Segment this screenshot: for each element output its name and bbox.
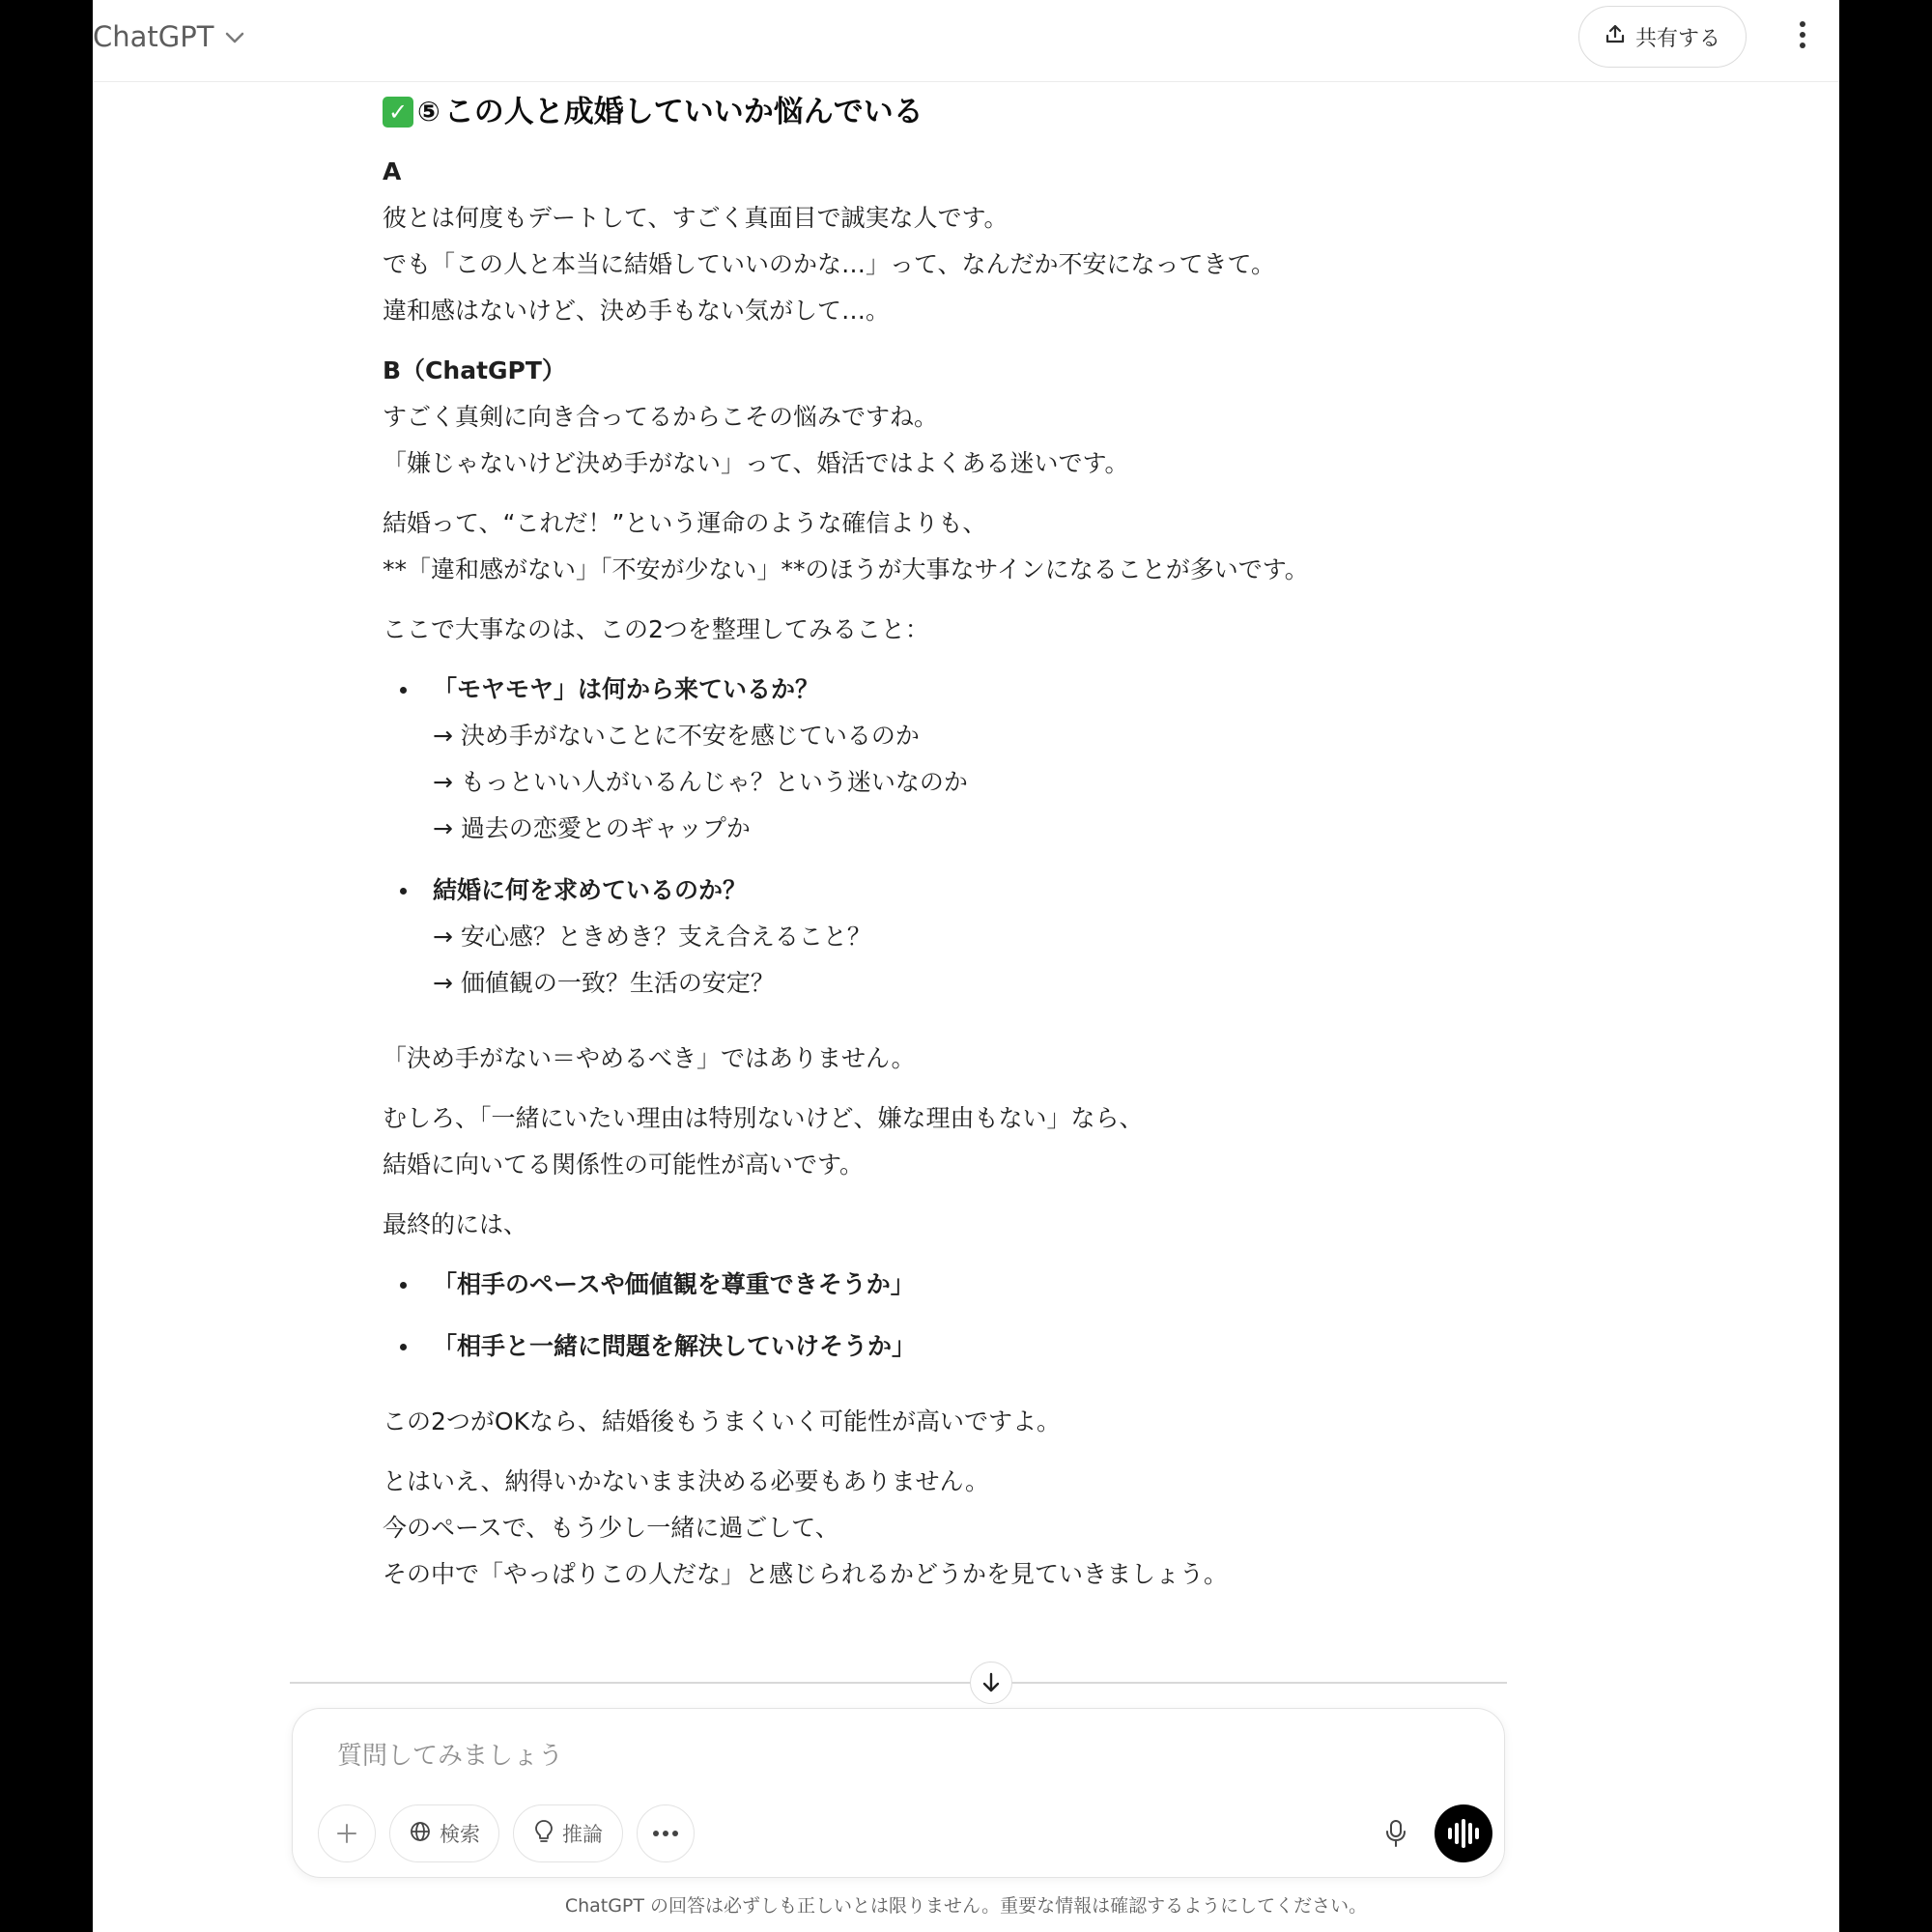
search-button[interactable] xyxy=(389,1804,499,1862)
list-item: 「相手のペースや価値観を尊重できそうか」 xyxy=(383,1262,1484,1308)
reason-label: 推論 xyxy=(562,1823,603,1846)
b-label: B（ChatGPT） xyxy=(383,356,566,384)
b-paragraph-line: ここで大事なのは、この2つを整理してみること： xyxy=(383,615,929,643)
arrow-down-icon[interactable] xyxy=(970,1662,1012,1704)
list-item-title: 結婚に何を求めているのか？ xyxy=(433,876,748,904)
a-label: A xyxy=(383,157,402,185)
reason-button[interactable] xyxy=(513,1804,623,1862)
paragraph-line: 結婚に向いてる関係性の可能性が高いです。 xyxy=(383,1151,865,1179)
b-intro-line: すごく真剣に向き合ってるからこその悩みですね。 xyxy=(383,403,939,431)
paragraph: 「決め手がない＝やめるべき」ではありません。 xyxy=(383,1044,916,1072)
upload-icon xyxy=(1605,23,1626,50)
list-item-sub: → 決め手がないことに不安を感じているのか xyxy=(433,722,920,750)
paragraph: 最終的には、 xyxy=(383,1210,528,1238)
globe-icon xyxy=(409,1820,432,1848)
share-label: 共有する xyxy=(1634,26,1720,51)
lightbulb-icon xyxy=(533,1819,554,1849)
b-paragraph-line: 結婚って、“これだ！”という運命のような確信よりも、 xyxy=(383,509,987,537)
list-item-sub: → 価値観の一致？生活の安定？ xyxy=(433,969,775,997)
list-item-title: 「モヤモヤ」は何から来ているか？ xyxy=(433,675,820,703)
chat-window xyxy=(93,0,1839,1932)
model-selector[interactable] xyxy=(93,15,244,58)
question-list xyxy=(383,667,1484,1007)
paragraph-line: むしろ、「一緒にいたい理由は特別ないけど、嫌な理由もない」なら、 xyxy=(383,1104,1144,1132)
list-item-sub: → 過去の恋愛とのギャップか xyxy=(433,814,751,842)
list-item xyxy=(383,867,1484,1007)
b-paragraph-line: **「違和感がない」「不安が少ない」**のほうが大事なサインになることが多いです。 xyxy=(383,555,1309,583)
composer xyxy=(292,1708,1505,1878)
disclaimer: ChatGPT の回答は必ずしも正しいとは限りません。重要な情報は確認するようにしてください。 xyxy=(564,1895,1368,1917)
search-label: 検索 xyxy=(440,1823,480,1846)
assistant-message xyxy=(383,83,1484,1598)
a-line: 彼とは何度もデートして、すごく真面目で誠実な人です。 xyxy=(383,204,1009,232)
share-button[interactable] xyxy=(1578,6,1747,68)
final-list xyxy=(383,1262,1484,1370)
model-name: ChatGPT xyxy=(93,20,214,53)
paragraph-line: その中で「やっぱりこの人だな」と感じられるかどうかを見ていきましょう。 xyxy=(383,1560,1229,1588)
heading-number: ⑤ xyxy=(417,96,440,128)
chevron-down-icon xyxy=(225,25,244,49)
b-intro-line: 「嫌じゃないけど決め手がない」って、婚活ではよくある迷いです。 xyxy=(383,449,1129,477)
list-item xyxy=(383,667,1484,852)
list-item-sub: → もっといい人がいるんじゃ？という迷いなのか xyxy=(433,768,968,796)
plus-icon[interactable] xyxy=(318,1804,376,1862)
a-line: 違和感はないけど、決め手もない気がして…。 xyxy=(383,297,891,325)
list-item-sub: → 安心感？ときめき？支え合えること？ xyxy=(433,923,871,951)
microphone-icon[interactable] xyxy=(1367,1804,1425,1862)
prompt-input[interactable] xyxy=(335,1734,1402,1778)
ellipsis-icon[interactable] xyxy=(637,1804,695,1862)
paragraph: この2つがOKなら、結婚後もうまくいく可能性が高いですよ。 xyxy=(383,1407,1061,1435)
check-mark-icon: ✓ xyxy=(383,97,413,128)
paragraph-line: とはいえ、納得いかないまま決める必要もありません。 xyxy=(383,1467,990,1495)
paragraph-line: 今のペースで、もう少し一緒に過ごして、 xyxy=(383,1514,839,1542)
top-bar xyxy=(93,0,1839,82)
kebab-icon[interactable] xyxy=(1783,14,1822,56)
a-line: でも「この人と本当に結婚していいのかな…」って、なんだか不安になってきて。 xyxy=(383,250,1276,278)
list-item: 「相手と一緒に問題を解決していけそうか」 xyxy=(383,1323,1484,1370)
divider xyxy=(290,1682,1507,1684)
heading-text: この人と成婚していいか悩んでいる xyxy=(443,95,923,129)
message-heading xyxy=(383,83,1484,141)
voice-mode-icon[interactable] xyxy=(1435,1804,1492,1862)
